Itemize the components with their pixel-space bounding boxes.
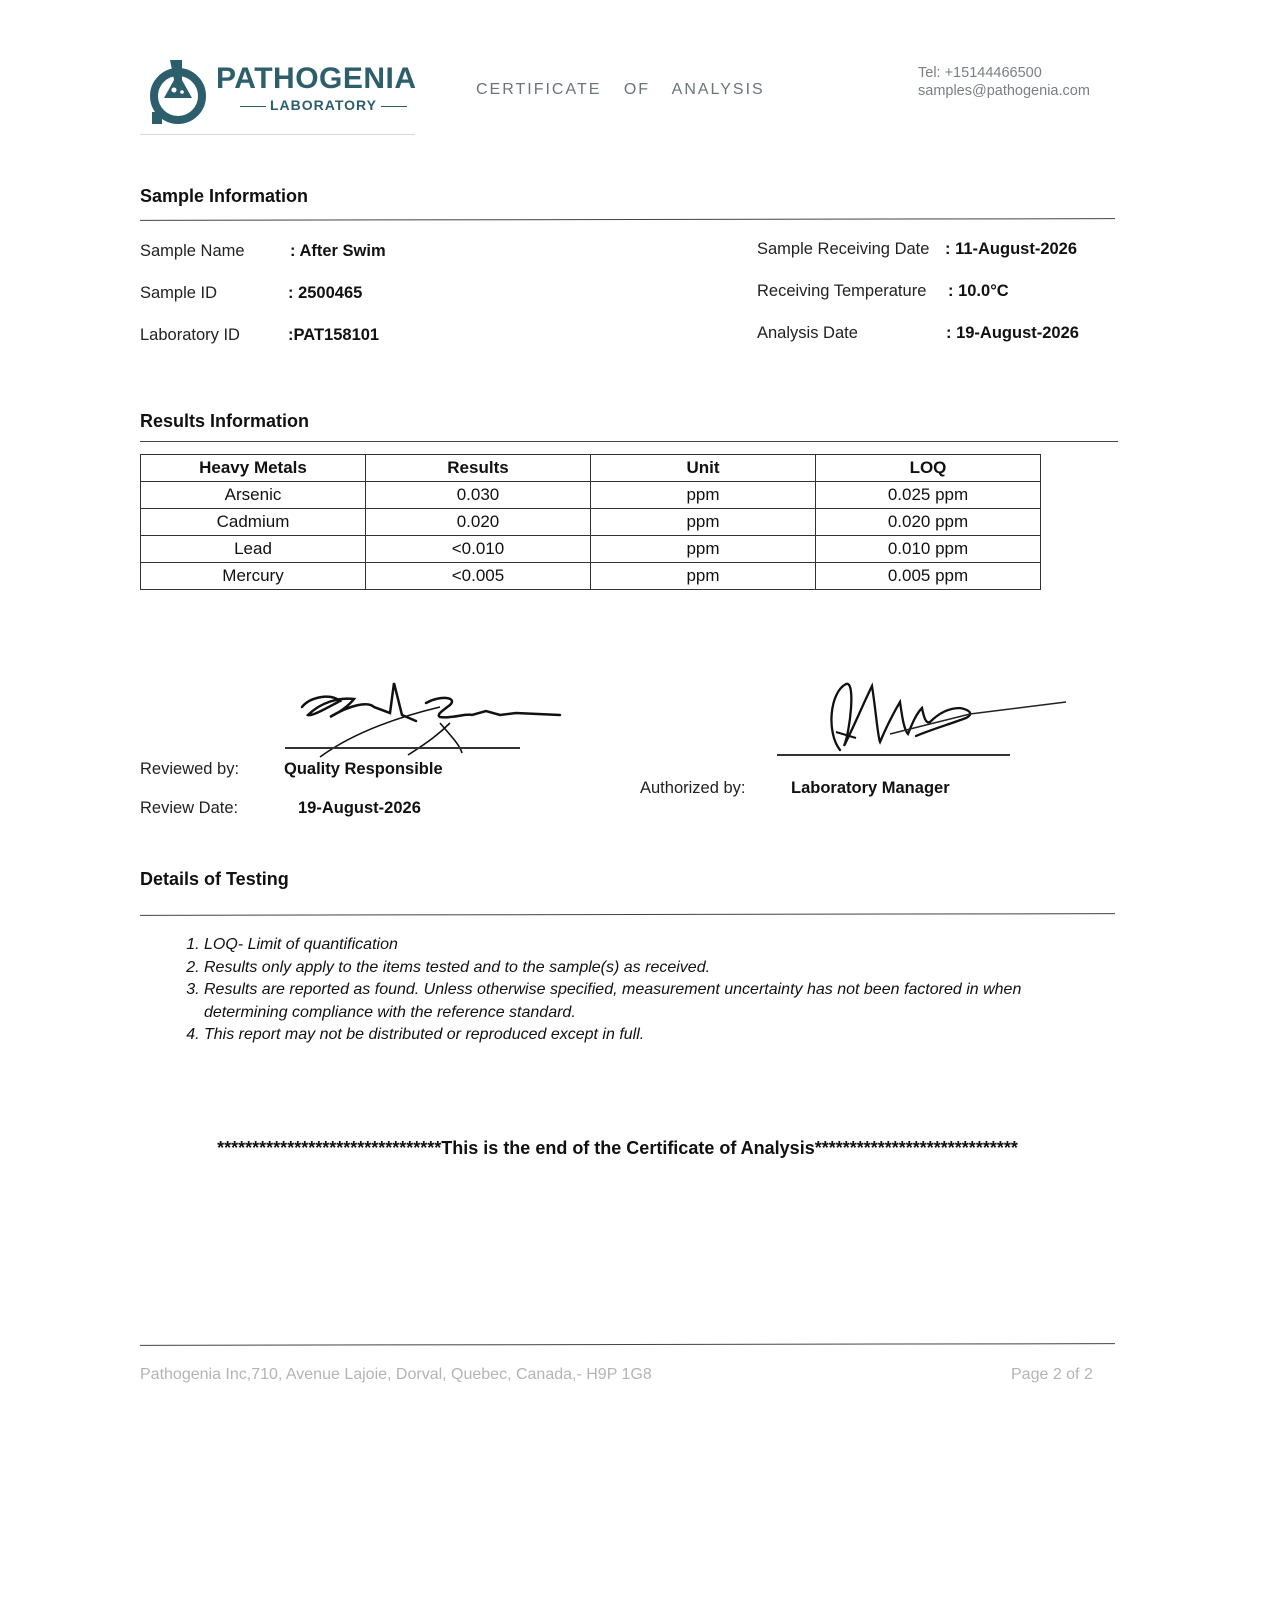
flask-logo-icon [148,54,210,126]
sample-name-value: : After Swim [290,242,386,260]
authorized-by-value: Laboratory Manager [791,779,950,797]
header-results: Results [366,455,591,482]
results-info-divider [140,441,1118,442]
result-cell: <0.005 [366,563,591,590]
sample-info-title: Sample Information [140,186,309,206]
review-date-value: 19-August-2026 [298,799,421,817]
footer-address: Pathogenia Inc,710, Avenue Lajoie, Dorval, Quebec, Canada,- H9P 1G8 [140,1366,652,1383]
contact-info [918,64,1090,100]
document-title: CERTIFICATE OF ANALYSIS [476,81,765,98]
reviewed-by-value: Quality Responsible [284,760,443,778]
loq-cell: 0.005 ppm [816,563,1041,590]
sample-name-label: Sample Name [140,242,245,260]
details-title: Details of Testing [140,869,289,889]
results-info-title: Results Information [140,411,310,431]
results-header-row [141,455,1041,482]
table-row [141,563,1041,590]
receiving-date-label: Sample Receiving Date [757,240,930,258]
contact-email: samples@pathogenia.com [918,83,1090,99]
company-logo [140,52,415,135]
table-row [141,509,1041,536]
header-heavy-metals: Heavy Metals [141,455,366,482]
page-number: Page 2 of 2 [1011,1366,1093,1383]
manager-signature-line [777,754,1010,756]
receiving-date-value: : 11-August-2026 [945,240,1078,258]
footer-divider [140,1343,1115,1346]
loq-cell: 0.020 ppm [816,509,1041,536]
reviewed-by-label: Reviewed by: [140,760,240,778]
result-cell: 0.030 [366,482,591,509]
review-date-label: Review Date: [140,799,239,817]
brand-name: PATHOGENIA [216,62,417,95]
sample-id-value: : 2500465 [288,284,363,302]
loq-cell: 0.010 ppm [816,536,1041,563]
laboratory-id-value: :PAT158101 [288,326,380,344]
loq-cell: 0.025 ppm [816,482,1041,509]
metal-cell: Mercury [141,563,366,590]
table-row [141,482,1041,509]
results-table [140,454,1041,590]
analysis-date-value: : 19-August-2026 [946,324,1079,342]
receiving-temperature-label: Receiving Temperature [757,282,927,300]
contact-tel: Tel: +15144466500 [918,65,1042,81]
details-list [160,934,1104,1047]
sample-id-label: Sample ID [140,284,218,302]
brand-subtitle: LABORATORY [236,97,411,113]
laboratory-id-label: Laboratory ID [140,326,240,344]
metal-cell: Arsenic [141,482,366,509]
metal-cell: Lead [141,536,366,563]
result-cell: 0.020 [366,509,591,536]
sample-info-divider [140,218,1115,221]
reviewer-signature-line [285,747,520,749]
result-cell: <0.010 [366,536,591,563]
end-of-certificate: ********************************This is the end of the Certificate of Analysis***************************** [217,1138,1018,1158]
unit-cell: ppm [591,509,816,536]
list-item: 4. This report may not be distributed or reproduced except in full. [204,1024,1104,1047]
analysis-date-label: Analysis Date [757,324,858,342]
unit-cell: ppm [591,482,816,509]
metal-cell: Cadmium [141,509,366,536]
receiving-temperature-value: : 10.0°C [948,282,1009,300]
list-item: 3. Results are reported as found. Unless otherwise specified, measurement uncertainty has not been factored in when determining compliance with the reference standard. [204,979,1104,1024]
header-loq: LOQ [816,455,1041,482]
unit-cell: ppm [591,536,816,563]
manager-signature [820,672,1070,762]
list-item: 1. LOQ- Limit of quantification [204,934,1104,957]
authorized-by-label: Authorized by: [640,779,746,797]
details-divider [140,913,1115,916]
list-item: 2. Results only apply to the items tested and to the sample(s) as received. [204,957,1104,980]
header-unit: Unit [591,455,816,482]
unit-cell: ppm [591,563,816,590]
table-row [141,536,1041,563]
